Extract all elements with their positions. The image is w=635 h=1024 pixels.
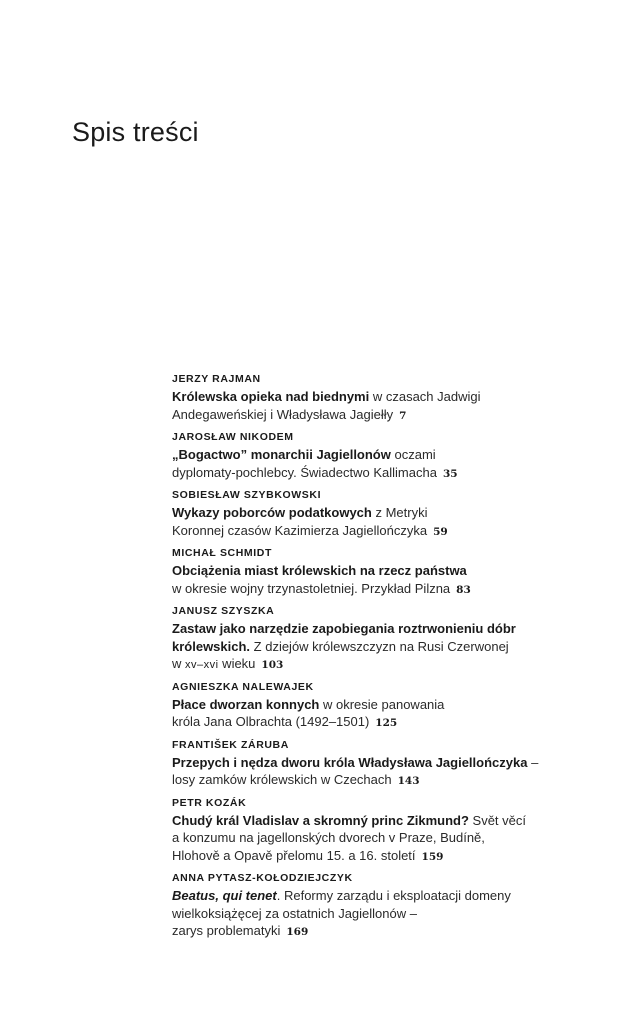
toc-page-number: 83 <box>456 583 471 596</box>
toc-page-number: 7 <box>399 409 407 422</box>
toc-entry <box>172 430 592 483</box>
toc-title-segment: Wykazy poborców podatkowych <box>172 505 372 520</box>
toc-page-number: 125 <box>375 717 398 729</box>
toc-entry <box>172 796 592 867</box>
toc-title-line <box>172 655 592 675</box>
toc-title-segment: Zastaw jako narzędzie zapobiegania roztrwonieniu dóbr <box>172 621 516 636</box>
toc-title-segment: Królewska opieka nad biednymi <box>172 389 370 404</box>
toc-title-segment: wieku <box>218 656 256 671</box>
toc-title-line <box>172 522 592 542</box>
toc-title-line <box>172 812 592 830</box>
toc-title-segment: króla Jana Olbrachta (1492–1501) <box>172 714 370 729</box>
toc-title-segment: Obciążenia miast królewskich na rzecz państwa <box>172 563 467 578</box>
toc-title-line <box>172 406 592 426</box>
toc-author: SOBIESŁAW SZYBKOWSKI <box>172 489 322 501</box>
toc-title-line <box>172 446 592 464</box>
toc-title-line <box>172 580 592 600</box>
toc-entry <box>172 738 592 791</box>
toc-title <box>172 754 592 791</box>
toc-title-line <box>172 713 592 733</box>
toc-entry <box>172 546 592 599</box>
toc-title-line <box>172 696 592 714</box>
toc-title-line <box>172 829 592 847</box>
toc-title-segment: losy zamków królewskich w Czechach <box>172 772 392 787</box>
toc-title-segment: . Reformy zarządu i eksploatacji domeny <box>276 888 511 903</box>
toc-title-line <box>172 922 592 942</box>
toc-entry <box>172 871 592 942</box>
toc-title-line <box>172 887 592 905</box>
toc-entry <box>172 604 592 675</box>
toc-author: ANNA PYTASZ-KOŁODZIEJCZYK <box>172 872 353 884</box>
toc-title <box>172 696 592 733</box>
toc-title-segment: w czasach Jadwigi <box>369 389 481 404</box>
toc-title-line <box>172 771 592 791</box>
toc-title-segment: Chudý král Vladislav a skromný princ Zikmund? <box>172 812 469 828</box>
toc-author: MICHAŁ SCHMIDT <box>172 547 272 559</box>
toc-title-segment: a konzumu na jagellonských dvorech v Praze, Budíně, <box>172 830 485 845</box>
toc-author: JERZY RAJMAN <box>172 373 261 385</box>
toc-title <box>172 388 592 425</box>
toc-title-segment: Hlohově a Opavě přelomu 15. a 16. století <box>172 847 416 863</box>
toc-title-segment: Svět věcí <box>468 812 526 828</box>
toc-entry <box>172 372 592 425</box>
toc-author: JAROSŁAW NIKODEM <box>172 431 294 443</box>
toc-title <box>172 887 592 942</box>
toc-title <box>172 504 592 541</box>
toc-page-number: 159 <box>421 850 444 863</box>
toc-title-line <box>172 905 592 923</box>
toc-title-segment: – <box>527 754 539 770</box>
toc-title-line <box>172 847 592 867</box>
toc-title-line <box>172 504 592 522</box>
toc-title-segment: Andegaweńskiej i Władysława Jagiełły <box>172 406 394 422</box>
toc-title-segment: Koronnej czasów Kazimierza Jagiellończyka <box>172 522 428 538</box>
toc-entry <box>172 488 592 541</box>
toc-title-segment: Z dziejów królewszczyzn na Rusi Czerwonej <box>250 638 509 654</box>
toc-title-line <box>172 638 592 656</box>
table-of-contents <box>172 372 592 942</box>
toc-author: AGNIESZKA NALEWAJEK <box>172 680 314 693</box>
toc-title <box>172 562 592 599</box>
toc-page-number: 169 <box>286 926 309 938</box>
toc-page-number: 35 <box>442 467 458 480</box>
toc-title-line <box>172 464 592 484</box>
toc-title-line <box>172 562 592 580</box>
toc-title <box>172 446 592 483</box>
toc-title-segment: w okresie wojny trzynastoletniej. Przykład Pilzna <box>172 580 451 596</box>
toc-title-segment: Przepych i nędza dworu króla Władysława Jagiellończyka <box>172 754 528 770</box>
toc-author: JANUSZ SZYSZKA <box>172 605 275 617</box>
toc-title <box>172 620 592 675</box>
page-title: Spis treści <box>72 117 199 147</box>
toc-title-segment: zarys problematyki <box>172 923 281 938</box>
toc-title-segment: xv–xvi <box>185 659 219 671</box>
toc-title-segment: w <box>172 656 185 671</box>
toc-title-segment: królewskich. <box>172 638 251 654</box>
toc-title-line <box>172 754 592 772</box>
toc-author: FRANTIŠEK ZÁRUBA <box>172 738 289 751</box>
toc-page-number: 59 <box>433 525 448 538</box>
toc-title-segment: „Bogactwo” monarchii Jagiellonów <box>172 447 391 462</box>
toc-title-segment: w okresie panowania <box>319 696 445 712</box>
toc-title-segment: Beatus, qui tenet <box>172 888 277 903</box>
toc-title-segment: dyplomaty-pochlebcy. Świadectwo Kallimacha <box>172 464 437 480</box>
toc-title-segment: z Metryki <box>371 505 428 520</box>
toc-title-segment: Płace dworzan konnych <box>172 696 320 712</box>
toc-title-segment: oczami <box>390 447 436 462</box>
toc-entry <box>172 680 592 733</box>
toc-author: PETR KOZÁK <box>172 796 247 809</box>
toc-title-segment: wielkoksiążęcej za ostatnich Jagiellonów – <box>172 905 417 921</box>
toc-page-number: 143 <box>397 775 420 787</box>
toc-title <box>172 812 592 867</box>
toc-title-line <box>172 388 592 406</box>
toc-title-line <box>172 620 592 638</box>
toc-page-number: 103 <box>261 659 284 671</box>
